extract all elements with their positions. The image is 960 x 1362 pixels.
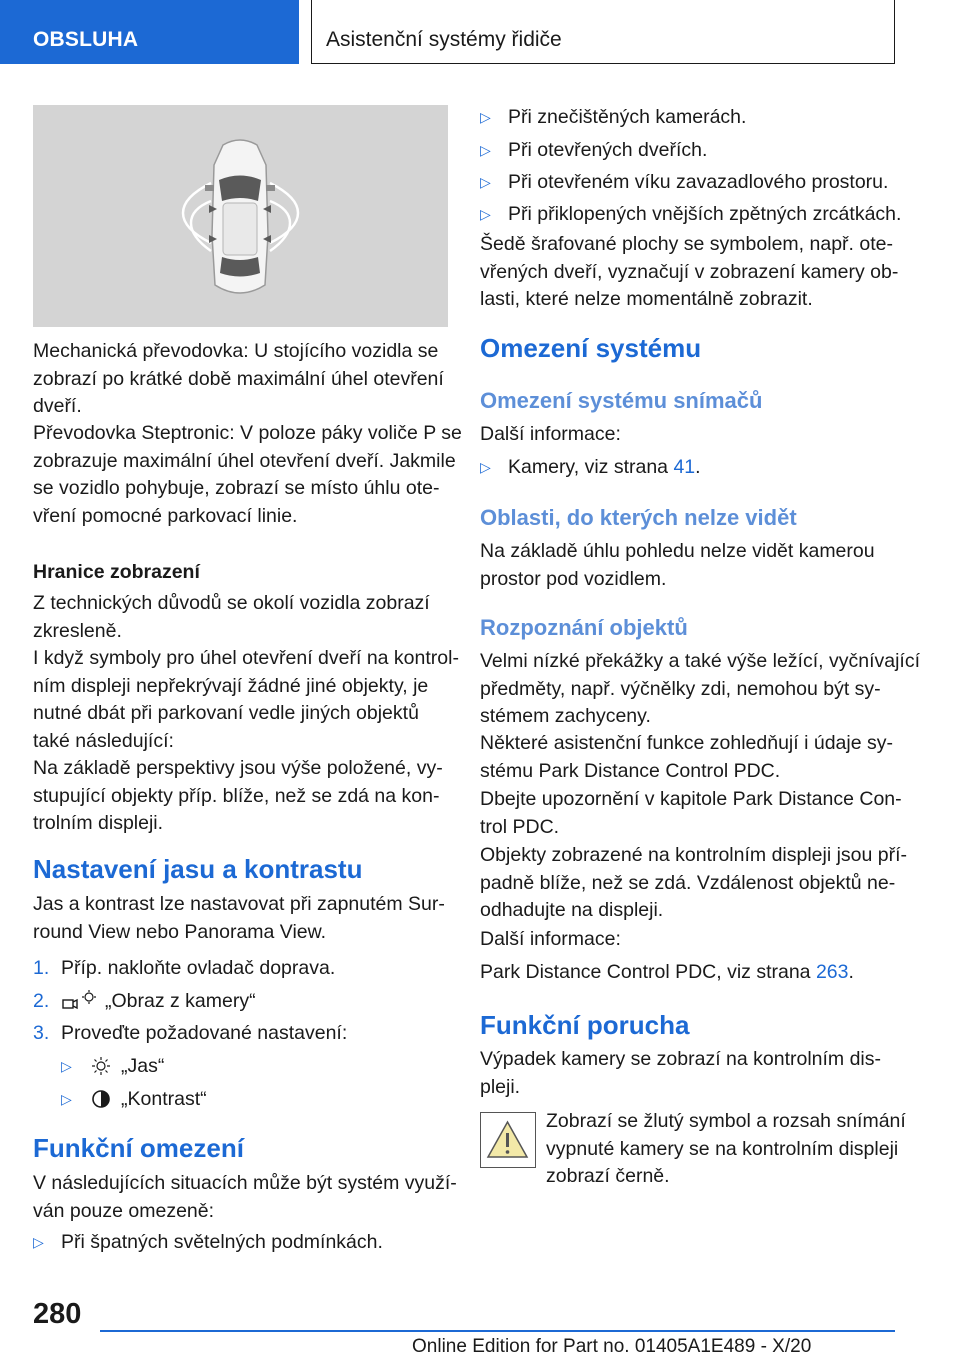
- bullet-triangle-icon: ▷: [480, 142, 491, 158]
- bullet-triangle-icon: ▷: [480, 459, 491, 475]
- step-item: 2. „Obraz z kamery“: [33, 990, 256, 1012]
- warning-symbol-box: [480, 1112, 536, 1168]
- bullet-triangle-icon: ▷: [480, 174, 491, 190]
- paragraph-distortion: Z technických důvodů se okolí vozidla zobrazí zkresleně.: [33, 592, 430, 642]
- contrast-icon: [91, 1089, 111, 1109]
- footer-divider: [100, 1330, 895, 1332]
- paragraph-hatched-areas: Šedě šrafované plochy se symbolem, např. ote- vřených dveří, vyznačují v zobrazení kamery ob- lasti, které nelze momentálně zobrazit.: [480, 233, 899, 310]
- paragraph-brightness: Jas a kontrast lze nastavovat při zapnutém Sur- round View nebo Panorama View.: [33, 893, 445, 943]
- paragraph-under-vehicle: Na základě úhlu pohledu nelze vidět kamerou prostor pod vozidlem.: [480, 540, 875, 590]
- section-title: OBSLUHA: [33, 28, 139, 51]
- paragraph-warning-text: Zobrazí se žlutý symbol a rozsah snímání vypnuté kamery se na kontrolním displeji zobrazí černě.: [546, 1110, 906, 1187]
- bullet-triangle-icon: ▷: [33, 1234, 44, 1250]
- step-item: 3. Proveďte požadované nastavení:: [33, 1022, 348, 1044]
- chapter-title: Asistenční systémy řidiče: [326, 28, 562, 51]
- heading-object-recognition: Rozpoznání objektů: [480, 615, 688, 640]
- heading-brightness-contrast: Nastavení jasu a kontrastu: [33, 854, 363, 884]
- warning-triangle-icon: [481, 1113, 534, 1166]
- bullet-triangle-icon: ▷: [480, 206, 491, 222]
- paragraph-perspective: Na základě perspektivy jsou výše položené, vy- stupující objekty příp. blíže, než se zdá na kon- trolním displeji.: [33, 757, 443, 834]
- heading-display-limits: Hranice zobrazení: [33, 561, 200, 583]
- bullet-triangle-icon: ▷: [480, 109, 491, 125]
- bullet-triangle-icon: ▷: [61, 1058, 72, 1074]
- section-tab: [0, 0, 299, 64]
- footer-edition: Online Edition for Part no. 01405A1E489 - X/20: [412, 1336, 812, 1357]
- paragraph-low-obstacles: Velmi nízké překážky a také výše ležící, vyčnívající předměty, např. výčnělky zdi, nemohou být sy- stémem zachyceny.: [480, 650, 920, 727]
- heading-system-limits: Omezení systému: [480, 333, 702, 363]
- bullet-triangle-icon: ▷: [61, 1091, 72, 1107]
- page-link-41[interactable]: 41: [673, 456, 696, 478]
- paragraph-limited-use: V následujících situacích může být systém využí- ván pouze omezeně:: [33, 1172, 457, 1222]
- camera-view-icon: [61, 990, 99, 1012]
- paragraph-pdc-notes: Dbejte upozornění v kapitole Park Distance Con- trol PDC.: [480, 788, 902, 838]
- heading-blind-areas: Oblasti, do kterých nelze vidět: [480, 505, 797, 530]
- car-top-view-figure: [33, 105, 448, 327]
- paragraph-assist-functions: Některé asistenční funkce zohledňují i údaje sy- stému Park Distance Control PDC.: [480, 732, 893, 782]
- heading-sensor-limits: Omezení systému snímačů: [480, 388, 763, 413]
- paragraph-camera-failure: Výpadek kamery se zobrazí na kontrolním dis- pleji.: [480, 1048, 882, 1098]
- step-item: 1. Příp. nakloňte ovladač doprava.: [33, 957, 336, 979]
- paragraph-door-symbols: I když symboly pro úhel otevření dveří na kontrol- ním displeji nepřekrývají žádné jiné objekty, je nutné dbát při parkovaní vedle jiných objektů také následující:: [33, 647, 459, 752]
- more-info-label: Další informace:: [480, 423, 621, 445]
- chapter-tab: [311, 0, 895, 64]
- more-info-label: Další informace:: [480, 928, 621, 950]
- paragraph-objects-closer: Objekty zobrazené na kontrolním displeji jsou pří- padně blíže, než se zdá. Vzdálenost objektů ne- odhadujte na displeji.: [480, 844, 908, 921]
- brightness-icon: [91, 1056, 111, 1076]
- paragraph-steptronic: Převodovka Steptronic: V poloze páky voliče P se zobrazuje maximální úhel otevření dveří. Jakmile se vozidlo pohybuje, zobrazí se místo úhlu ote- vření pomocné parkovací linie.: [33, 422, 462, 527]
- heading-functional-limits: Funkční omezení: [33, 1133, 244, 1163]
- heading-malfunction: Funkční porucha: [480, 1010, 690, 1040]
- page-link-263[interactable]: 263: [815, 961, 849, 983]
- paragraph-manual-gearbox: Mechanická převodovka: U stojícího vozidla se zobrazí po krátké době maximální úhel otevření dveří.: [33, 340, 444, 417]
- pdc-reference: Park Distance Control PDC, viz strana 263.: [480, 961, 854, 983]
- car-illustration: [33, 105, 448, 327]
- page-number: 280: [33, 1298, 82, 1330]
